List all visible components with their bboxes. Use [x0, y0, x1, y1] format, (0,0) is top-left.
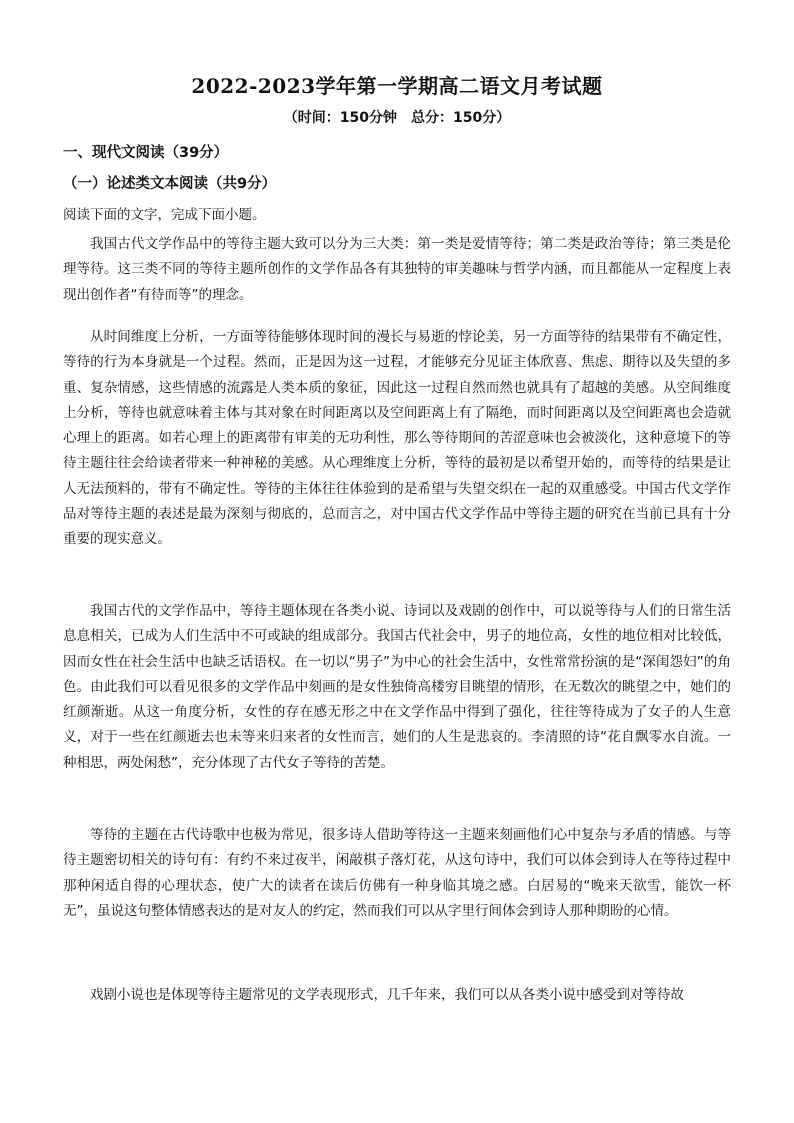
passage-paragraph-5: 戏剧小说也是体现等待主题常见的文学表现形式，几千年来，我们可以从各类小说中感受到对等待故 [90, 987, 684, 1003]
passage-paragraph-1: 我国古代文学作品中的等待主题大致可以分为三大类：第一类是爱情等待；第二类是政治等待；第三类是伦理等待。这三类不同的等待主题所创作的文学作品各有其独特的审美趣味与哲学内涵，而且都能从一定程度上表现出创作者“有待而等”的理念。 [63, 236, 731, 303]
exam-info [0, 107, 794, 127]
reading-instruction: 阅读下面的文字，完成下面小题。 [63, 207, 266, 223]
section-heading: 一、现代文阅读（39分） [63, 145, 229, 161]
passage-paragraph-3: 我国古代的文学作品中，等待主题体现在各类小说、诗词以及戏剧的创作中，可以说等待与人们的日常生活息息相关，已成为人们生活中不可或缺的组成部分。我国古代社会中，男子的地位高，女性的地位相对比较低，因而女性在社会生活中也缺乏话语权。在一切以“男子”为中心的社会生活中，女性常常扮演的是“深闺怨妇”的角色。由此我们可以看见很多的文学作品中刻画的是女性独倚高楼穷目眺望的情形，在无数次的眺望之中，她们的红颜渐逝。从这一角度分析，女性的存在感无形之中在文学作品中得到了强化，往往等待成为了女子的人生意义，对于一些在红颜逝去也未等来归来者的女性而言，她们的人生是悲哀的。李清照的诗“花自飘零水自流。一种相思，两处闲愁”，充分体现了古代女子等待的苦楚。 [63, 603, 731, 771]
exam-title: 2022-2023学年第一学期高二语文月考试题 [191, 74, 603, 98]
passage-paragraph-2: 从时间维度上分析，一方面等待能够体现时间的漫长与易逝的悖论美，另一方面等待的结果带有不确定性，等待的行为本身就是一个过程。然而，正是因为这一过程，才能够充分见证主体欣喜、焦虑、期待以及失望的多重、复杂情感，这些情感的流露是人类本质的象征，因此这一过程自然而然也就具有了超越的美感。从空间维度上分析，等待也就意味着主体与其对象在时间距离以及空间距离上有了隔绝，而时间距离以及空间距离也会造就心理上的距离。如若心理上的距离带有审美的无功利性，那么等待期间的苦涩意味也会被淡化，这种意境下的等待主题往往会给读者带来一种神秘的美感。从心理维度上分析，等待的最初是以希望开始的，而等待的结果是让人无法预料的，带有不确定性。等待的主体往往体验到的是希望与失望交织在一起的双重感受。中国古代文学作品对等待主题的表述是最为深刻与彻底的，总而言之，对中国古代文学作品中等待主题的研究在当前已具有十分重要的现实意义。 [63, 329, 731, 548]
exam-time: （时间：150分钟 [283, 110, 397, 126]
subsection-heading: （一）论述类文本阅读（共9分） [63, 176, 277, 192]
exam-total-score: 总分：150分） [411, 110, 511, 126]
passage-paragraph-4: 等待的主题在古代诗歌中也极为常见，很多诗人借助等待这一主题来刻画他们心中复杂与矛盾的情感。与等待主题密切相关的诗句有：有约不来过夜半，闲敲棋子落灯花，从这句诗中，我们可以体会到诗人在等待过程中那种闲适自得的心理状态，使广大的读者在读后仿佛有一种身临其境之感。白居易的“晚来天欲雪，能饮一杯无”，虽说这句整体情感表达的是对友人的约定，然而我们可以从字里行间体会到诗人那种期盼的心情。 [63, 827, 731, 919]
